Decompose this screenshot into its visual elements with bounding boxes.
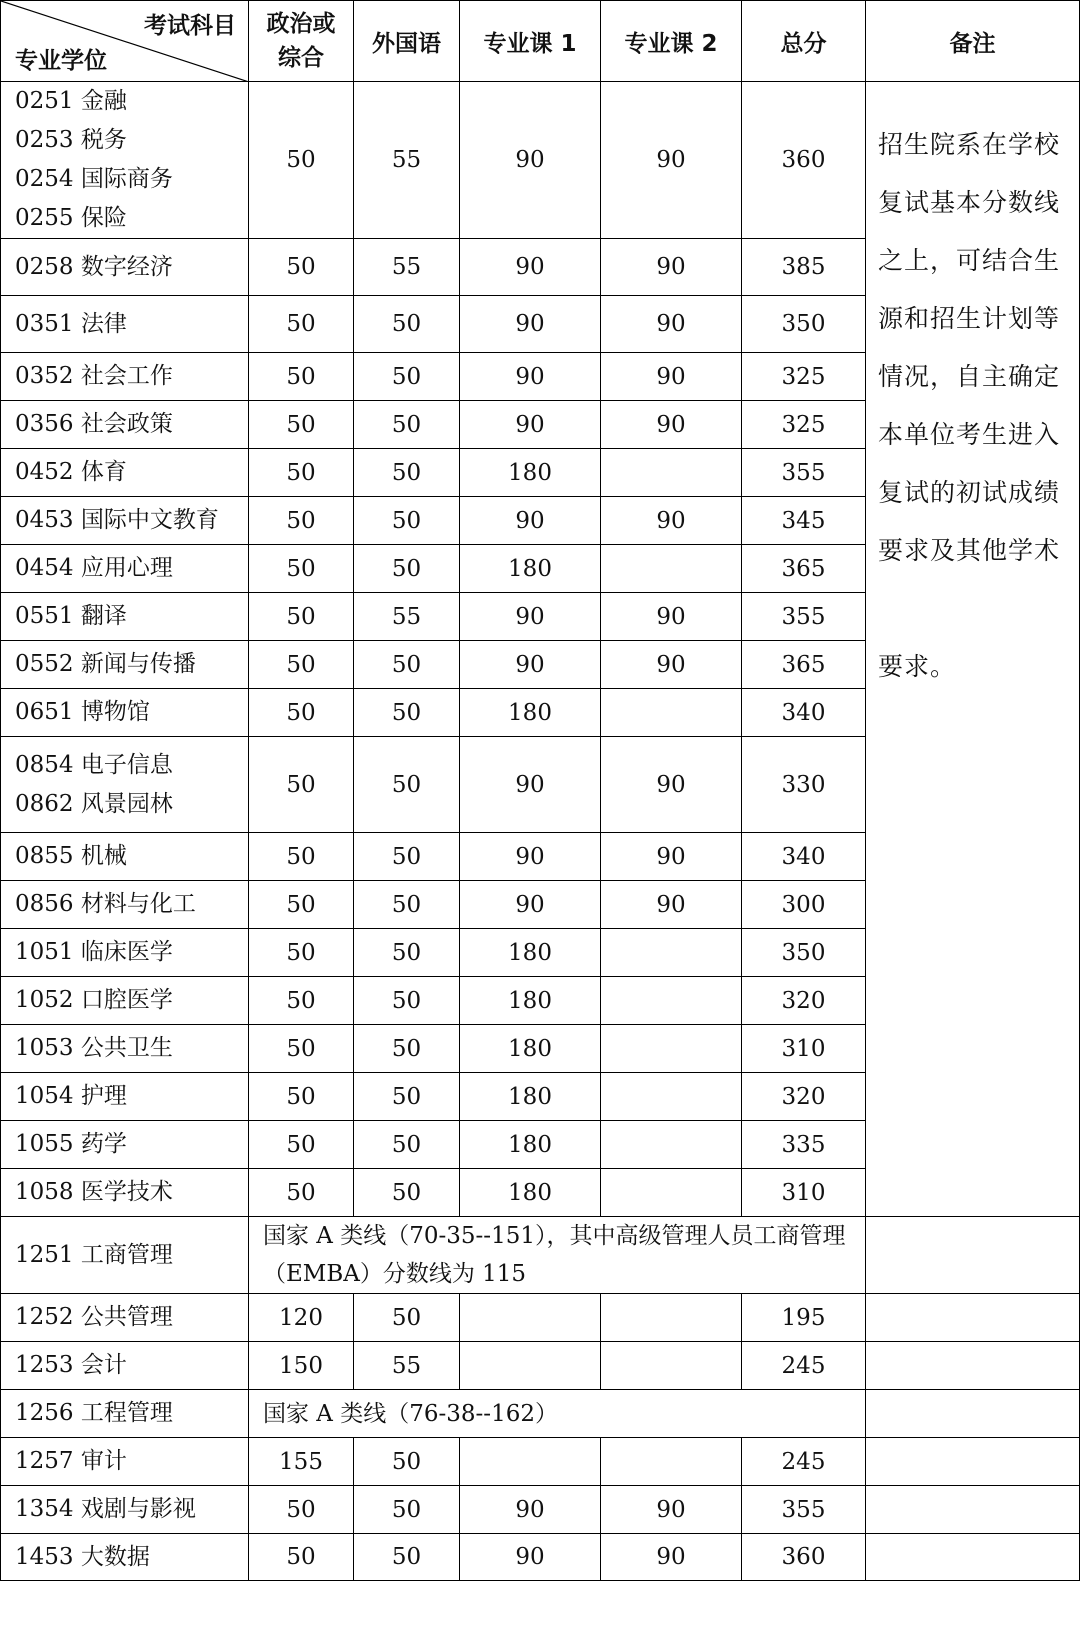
degree-name: 0251 金融: [15, 88, 127, 114]
politics-score-cell: 50: [249, 689, 354, 737]
degree-cell: [1, 929, 249, 977]
foreign-score-cell: 50: [354, 545, 460, 593]
politics-header-line2: 综合: [278, 45, 324, 71]
note-empty-cell: [866, 1534, 1080, 1581]
degree-cell: [1, 1390, 249, 1438]
degree-cell: [1, 1342, 249, 1390]
major1-score-cell: 180: [460, 1169, 601, 1217]
note-cell: [866, 82, 1080, 1217]
politics-score-cell: 50: [249, 737, 354, 833]
major1-score-cell: 180: [460, 1025, 601, 1073]
major2-score-cell: 90: [601, 593, 742, 641]
major2-score-cell: 90: [601, 401, 742, 449]
degree-cell: [1, 1025, 249, 1073]
total-score-cell: 345: [742, 497, 866, 545]
politics-score-cell: 50: [249, 239, 354, 296]
politics-score-cell: 50: [249, 593, 354, 641]
total-score-cell: 310: [742, 1169, 866, 1217]
major2-score-cell: [601, 1342, 742, 1390]
total-score-cell: 350: [742, 296, 866, 353]
major2-score-cell: 90: [601, 497, 742, 545]
degree-cell: [1, 353, 249, 401]
politics-score-cell: 50: [249, 1025, 354, 1073]
foreign-score-cell: 55: [354, 1342, 460, 1390]
note-line: 之上，可结合生: [878, 246, 1061, 275]
politics-score-cell: 50: [249, 353, 354, 401]
foreign-score-cell: 55: [354, 82, 460, 239]
major2-score-cell: [601, 1073, 742, 1121]
total-score-cell: 355: [742, 1486, 866, 1534]
degree-name: 1252 公共管理: [15, 1304, 173, 1330]
major1-score-cell: 180: [460, 545, 601, 593]
degree-cell: [1, 82, 249, 239]
degree-name: 1253 会计: [15, 1352, 127, 1378]
major1-score-cell: 180: [460, 977, 601, 1025]
degree-name: 1251 工商管理: [15, 1241, 173, 1268]
foreign-score-cell: 50: [354, 1534, 460, 1581]
major2-score-cell: [601, 545, 742, 593]
politics-header-line1: 政治或: [266, 11, 336, 37]
degree-cell: [1, 641, 249, 689]
major1-score-cell: 90: [460, 737, 601, 833]
foreign-language-header: 外国语: [354, 1, 460, 82]
foreign-score-cell: 50: [354, 929, 460, 977]
total-score-cell: 310: [742, 1025, 866, 1073]
degree-cell: [1, 1534, 249, 1581]
total-score-cell: 365: [742, 545, 866, 593]
major1-score-cell: 90: [460, 881, 601, 929]
degree-cell: [1, 1169, 249, 1217]
politics-score-cell: 50: [249, 1073, 354, 1121]
table-row: [1, 1342, 1080, 1390]
foreign-score-cell: 50: [354, 401, 460, 449]
degree-name: 0651 博物馆: [15, 699, 150, 725]
degree-cell: [1, 689, 249, 737]
politics-score-cell: 50: [249, 833, 354, 881]
note-empty-cell: [866, 1486, 1080, 1534]
note-line: 源和招生计划等: [878, 304, 1061, 333]
table-row: [1, 1438, 1080, 1486]
degree-name: 0551 翻译: [15, 603, 127, 629]
foreign-score-cell: 50: [354, 1486, 460, 1534]
degree-cell: [1, 545, 249, 593]
major2-score-cell: 90: [601, 641, 742, 689]
diagonal-header-cell: [1, 1, 249, 82]
major1-score-cell: 90: [460, 1534, 601, 1581]
major1-score-cell: 90: [460, 239, 601, 296]
major-course-2-header: 专业课 2: [601, 1, 742, 82]
politics-score-cell: 50: [249, 401, 354, 449]
major1-score-cell: 90: [460, 296, 601, 353]
note-empty-cell: [866, 1294, 1080, 1342]
politics-score-cell: 120: [249, 1294, 354, 1342]
table-row: [1, 1294, 1080, 1342]
total-score-cell: 355: [742, 593, 866, 641]
degree-cell: [1, 449, 249, 497]
total-score-header: 总分: [742, 1, 866, 82]
total-score-cell: 245: [742, 1438, 866, 1486]
note-empty-cell: [866, 1438, 1080, 1486]
degree-cell: [1, 401, 249, 449]
politics-score-cell: 50: [249, 296, 354, 353]
note-line: 要求及其他学术: [878, 536, 1061, 565]
politics-score-cell: 50: [249, 1121, 354, 1169]
degree-cell: [1, 1073, 249, 1121]
total-score-cell: 340: [742, 689, 866, 737]
foreign-score-cell: 50: [354, 689, 460, 737]
degree-cell: [1, 1486, 249, 1534]
major2-score-cell: [601, 689, 742, 737]
major1-score-cell: 90: [460, 353, 601, 401]
foreign-score-cell: 50: [354, 833, 460, 881]
major2-score-cell: 90: [601, 82, 742, 239]
table-row: [1, 1390, 1080, 1438]
major2-score-cell: 90: [601, 353, 742, 401]
total-score-cell: 355: [742, 449, 866, 497]
degree-name: 1453 大数据: [15, 1543, 150, 1570]
degree-cell: [1, 1438, 249, 1486]
note-line: [878, 580, 1071, 638]
major2-score-cell: [601, 1121, 742, 1169]
note-line: 要求。: [878, 652, 957, 681]
major2-score-cell: [601, 929, 742, 977]
major2-score-cell: [601, 1294, 742, 1342]
exam-subject-label: 考试科目: [144, 13, 236, 39]
major1-score-cell: 90: [460, 641, 601, 689]
major2-score-cell: [601, 1438, 742, 1486]
foreign-score-cell: 55: [354, 593, 460, 641]
total-score-cell: 320: [742, 1073, 866, 1121]
degree-name: 1257 审计: [15, 1448, 127, 1474]
major2-score-cell: 90: [601, 239, 742, 296]
table-row: [1, 1534, 1080, 1581]
degree-name: 0356 社会政策: [15, 411, 173, 437]
politics-score-cell: 50: [249, 641, 354, 689]
degree-cell: [1, 881, 249, 929]
foreign-score-cell: 55: [354, 239, 460, 296]
politics-score-cell: 50: [249, 1169, 354, 1217]
degree-cell: [1, 1217, 249, 1294]
foreign-score-cell: 50: [354, 977, 460, 1025]
major2-score-cell: [601, 1169, 742, 1217]
note-empty-cell: [866, 1217, 1080, 1294]
degree-name: 1354 戏剧与影视: [15, 1496, 196, 1522]
degree-name: 0856 材料与化工: [15, 891, 196, 917]
degree-name: 0454 应用心理: [15, 555, 173, 581]
foreign-score-cell: 50: [354, 353, 460, 401]
degree-name: 1256 工程管理: [15, 1400, 173, 1426]
degree-name: 1053 公共卫生: [15, 1035, 173, 1061]
degree-cell: [1, 1121, 249, 1169]
foreign-score-cell: 50: [354, 1073, 460, 1121]
total-score-cell: 325: [742, 401, 866, 449]
note-line: 复试的初试成绩: [878, 478, 1061, 507]
note-empty-cell: [866, 1342, 1080, 1390]
degree-name: 1058 医学技术: [15, 1179, 173, 1205]
politics-score-cell: 50: [249, 449, 354, 497]
total-score-cell: 335: [742, 1121, 866, 1169]
foreign-score-cell: 50: [354, 1438, 460, 1486]
major2-score-cell: 90: [601, 881, 742, 929]
total-score-cell: 330: [742, 737, 866, 833]
major2-score-cell: 90: [601, 1486, 742, 1534]
major1-score-cell: 90: [460, 82, 601, 239]
politics-score-cell: 50: [249, 1534, 354, 1581]
major2-score-cell: [601, 1025, 742, 1073]
degree-name: 0253 税务: [15, 127, 127, 153]
header-row: [1, 1, 1080, 82]
degree-cell: [1, 497, 249, 545]
major2-score-cell: [601, 449, 742, 497]
total-score-cell: 320: [742, 977, 866, 1025]
politics-score-cell: 50: [249, 497, 354, 545]
major1-score-cell: 90: [460, 401, 601, 449]
foreign-score-cell: 50: [354, 737, 460, 833]
degree-name: 1051 临床医学: [15, 939, 173, 965]
total-score-cell: 385: [742, 239, 866, 296]
politics-score-cell: 50: [249, 82, 354, 239]
total-score-cell: 245: [742, 1342, 866, 1390]
degree-name: 0352 社会工作: [15, 363, 173, 389]
major1-score-cell: 90: [460, 1486, 601, 1534]
politics-score-cell: 150: [249, 1342, 354, 1390]
degree-name: 0258 数字经济: [15, 253, 173, 280]
major1-score-cell: 90: [460, 497, 601, 545]
major1-score-cell: 180: [460, 1073, 601, 1121]
table-row: [1, 82, 1080, 239]
foreign-score-cell: 50: [354, 1121, 460, 1169]
degree-label: 专业学位: [15, 48, 107, 74]
politics-score-cell: 50: [249, 881, 354, 929]
major-course-1-header: 专业课 1: [460, 1, 601, 82]
total-score-cell: 350: [742, 929, 866, 977]
major1-score-cell: 180: [460, 1121, 601, 1169]
note-line: 情况，自主确定: [878, 362, 1061, 391]
major2-score-cell: 90: [601, 1534, 742, 1581]
note-line: 招生院系在学校: [878, 130, 1061, 159]
major1-score-cell: 180: [460, 689, 601, 737]
foreign-score-cell: 50: [354, 1294, 460, 1342]
foreign-score-cell: 50: [354, 497, 460, 545]
major2-score-cell: [601, 977, 742, 1025]
degree-cell: [1, 239, 249, 296]
degree-cell: [1, 296, 249, 353]
major1-score-cell: [460, 1342, 601, 1390]
foreign-score-cell: 50: [354, 449, 460, 497]
national-line-cell: 国家 A 类线（76-38--162）: [249, 1390, 866, 1438]
total-score-cell: 195: [742, 1294, 866, 1342]
degree-cell: [1, 977, 249, 1025]
major1-score-cell: 90: [460, 833, 601, 881]
politics-score-cell: 50: [249, 977, 354, 1025]
politics-score-cell: 50: [249, 1486, 354, 1534]
degree-name: 1055 药学: [15, 1131, 127, 1157]
degree-name: 0855 机械: [15, 843, 127, 869]
note-line: 复试基本分数线: [878, 188, 1061, 217]
national-line-cell: 国家 A 类线（70-35--151），其中高级管理人员工商管理（EMBA）分数线为 115: [249, 1217, 866, 1294]
note-line: 本单位考生进入: [878, 420, 1061, 449]
politics-score-cell: 50: [249, 929, 354, 977]
foreign-score-cell: 50: [354, 1025, 460, 1073]
major1-score-cell: 180: [460, 929, 601, 977]
table-row: [1, 1486, 1080, 1534]
total-score-cell: 365: [742, 641, 866, 689]
degree-name: 1054 护理: [15, 1083, 127, 1109]
degree-cell: [1, 593, 249, 641]
degree-cell: [1, 1294, 249, 1342]
degree-cell: [1, 737, 249, 833]
degree-name: 0552 新闻与传播: [15, 651, 196, 677]
total-score-cell: 360: [742, 1534, 866, 1581]
degree-name: 0254 国际商务: [15, 166, 173, 192]
total-score-cell: 340: [742, 833, 866, 881]
degree-name: 1052 口腔医学: [15, 987, 173, 1013]
foreign-score-cell: 50: [354, 881, 460, 929]
major1-score-cell: 180: [460, 449, 601, 497]
major2-score-cell: 90: [601, 296, 742, 353]
table-row: [1, 1217, 1080, 1294]
politics-score-cell: 155: [249, 1438, 354, 1486]
major2-score-cell: 90: [601, 833, 742, 881]
total-score-cell: 300: [742, 881, 866, 929]
degree-cell: [1, 833, 249, 881]
foreign-score-cell: 50: [354, 296, 460, 353]
politics-header: [249, 1, 354, 82]
foreign-score-cell: 50: [354, 1169, 460, 1217]
total-score-cell: 360: [742, 82, 866, 239]
foreign-score-cell: 50: [354, 641, 460, 689]
major2-score-cell: 90: [601, 737, 742, 833]
politics-score-cell: 50: [249, 545, 354, 593]
total-score-cell: 325: [742, 353, 866, 401]
major1-score-cell: 90: [460, 593, 601, 641]
degree-name: 0862 风景园林: [15, 790, 173, 817]
note-header: 备注: [866, 1, 1080, 82]
degree-name: 0351 法律: [15, 310, 127, 337]
degree-name: 0452 体育: [15, 459, 127, 485]
degree-name: 0255 保险: [15, 205, 127, 231]
degree-name: 0453 国际中文教育: [15, 507, 219, 533]
major1-score-cell: [460, 1294, 601, 1342]
note-empty-cell: [866, 1390, 1080, 1438]
degree-name: 0854 电子信息: [15, 751, 173, 778]
major1-score-cell: [460, 1438, 601, 1486]
